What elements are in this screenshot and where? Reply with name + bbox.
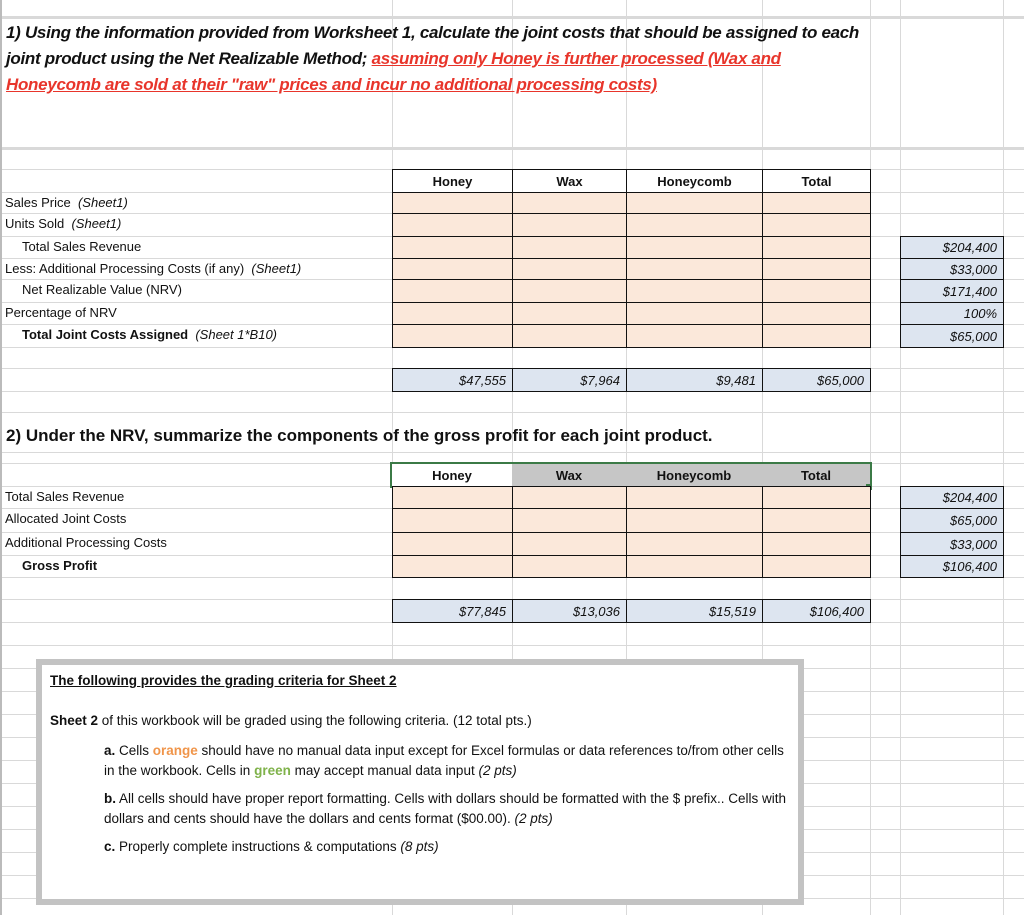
input-cell[interactable]: [392, 279, 513, 303]
row-label: Net Realizable Value (NRV): [22, 282, 182, 297]
input-cell[interactable]: [626, 236, 763, 259]
check-value: $65,000: [900, 324, 1004, 348]
check-value: $171,400: [900, 279, 1004, 303]
input-cell[interactable]: [392, 236, 513, 259]
row-label: Sales Price (Sheet1): [5, 195, 128, 210]
column-header[interactable]: Wax: [512, 463, 627, 487]
row-label: Less: Additional Processing Costs (if any) (Sheet1): [5, 261, 302, 276]
column-header[interactable]: Honey: [392, 463, 513, 487]
input-cell[interactable]: [392, 324, 513, 348]
input-cell[interactable]: [392, 302, 513, 325]
answer-value: $13,036: [512, 599, 627, 623]
input-cell[interactable]: [392, 192, 513, 214]
check-value: $65,000: [900, 508, 1004, 533]
input-cell[interactable]: [626, 324, 763, 348]
row-label: Allocated Joint Costs: [5, 511, 127, 526]
grading-criteria-box: [36, 659, 804, 905]
check-value: $204,400: [900, 486, 1004, 509]
question-1-title: [6, 20, 866, 98]
input-cell[interactable]: [512, 555, 627, 578]
column-gridline: [900, 0, 901, 915]
input-cell[interactable]: [512, 302, 627, 325]
input-cell[interactable]: [762, 302, 871, 325]
criteria-intro: Sheet 2 of this workbook will be graded using the following criteria. (12 total pts.): [50, 713, 532, 728]
input-cell[interactable]: [762, 555, 871, 578]
input-cell[interactable]: [392, 532, 513, 556]
column-header[interactable]: Total: [762, 169, 871, 193]
row-label: Total Sales Revenue: [5, 489, 125, 504]
column-header[interactable]: Honeycomb: [626, 463, 763, 487]
answer-value: $106,400: [762, 599, 871, 623]
row-label: Total Sales Revenue: [22, 239, 142, 254]
check-value: 100%: [900, 302, 1004, 325]
row-label: Gross Profit: [22, 558, 98, 573]
row-label: Percentage of NRV: [5, 305, 117, 320]
input-cell[interactable]: [762, 192, 871, 214]
input-cell[interactable]: [626, 508, 763, 533]
input-cell[interactable]: [626, 532, 763, 556]
column-gridline: [1003, 0, 1004, 915]
check-value: $33,000: [900, 532, 1004, 556]
answer-value: $65,000: [762, 368, 871, 392]
input-cell[interactable]: [392, 555, 513, 578]
input-cell[interactable]: [626, 213, 763, 237]
input-cell[interactable]: [392, 258, 513, 280]
criteria-a: a. Cells orange should have no manual data input except for Excel formulas or data references to/from other cells in the workbook. Cells in green may accept manual data input (2 pts): [104, 743, 784, 778]
input-cell[interactable]: [762, 508, 871, 533]
question-2-title: 2) Under the NRV, summarize the components of the gross profit for each joint product.: [6, 426, 713, 445]
criteria-heading: The following provides the grading criteria for Sheet 2: [50, 673, 397, 688]
input-cell[interactable]: [512, 279, 627, 303]
input-cell[interactable]: [762, 258, 871, 280]
left-border: [0, 0, 2, 915]
input-cell[interactable]: [762, 279, 871, 303]
input-cell[interactable]: [512, 324, 627, 348]
input-cell[interactable]: [626, 258, 763, 280]
check-value: $33,000: [900, 258, 1004, 280]
input-cell[interactable]: [626, 192, 763, 214]
input-cell[interactable]: [512, 486, 627, 509]
column-header[interactable]: Wax: [512, 169, 627, 193]
input-cell[interactable]: [512, 213, 627, 237]
column-header[interactable]: Total: [762, 463, 871, 487]
input-cell[interactable]: [392, 213, 513, 237]
input-cell[interactable]: [392, 508, 513, 533]
check-value: $106,400: [900, 555, 1004, 578]
criteria-b: b. All cells should have proper report formatting. Cells with dollars should be formatted with the $ prefix.. Cells with dollars and cents should have the dollars and cents format ($00.00). (2 pts): [104, 791, 787, 826]
input-cell[interactable]: [762, 324, 871, 348]
input-cell[interactable]: [512, 192, 627, 214]
answer-value: $77,845: [392, 599, 513, 623]
row-label: Units Sold (Sheet1): [5, 216, 122, 231]
input-cell[interactable]: [626, 279, 763, 303]
answer-value: $7,964: [512, 368, 627, 392]
input-cell[interactable]: [512, 236, 627, 259]
input-cell[interactable]: [626, 555, 763, 578]
input-cell[interactable]: [762, 486, 871, 509]
title-text: 1) Using the information provided from Worksheet 1, calculate the joint costs that should be assigned to each joint product using the Net Realizable Method;: [6, 23, 860, 68]
input-cell[interactable]: [512, 532, 627, 556]
input-cell[interactable]: [762, 532, 871, 556]
selection-outline: [390, 462, 872, 488]
check-value: $204,400: [900, 236, 1004, 259]
column-gridline: [870, 0, 871, 915]
answer-value: $9,481: [626, 368, 763, 392]
column-header[interactable]: Honey: [392, 169, 513, 193]
input-cell[interactable]: [626, 302, 763, 325]
input-cell[interactable]: [512, 508, 627, 533]
column-header[interactable]: Honeycomb: [626, 169, 763, 193]
answer-value: $15,519: [626, 599, 763, 623]
input-cell[interactable]: [762, 213, 871, 237]
input-cell[interactable]: [626, 486, 763, 509]
input-cell[interactable]: [762, 236, 871, 259]
title-red-text: assuming only Honey is further processed (Wax and Honeycomb are sold at their "raw" prices and incur no additional processing costs): [6, 49, 781, 94]
row-label: Additional Processing Costs: [5, 535, 167, 550]
input-cell[interactable]: [392, 486, 513, 509]
answer-value: $47,555: [392, 368, 513, 392]
criteria-c: c. Properly complete instructions & computations (8 pts): [104, 839, 439, 854]
row-label: Total Joint Costs Assigned (Sheet 1*B10): [22, 327, 278, 342]
input-cell[interactable]: [512, 258, 627, 280]
